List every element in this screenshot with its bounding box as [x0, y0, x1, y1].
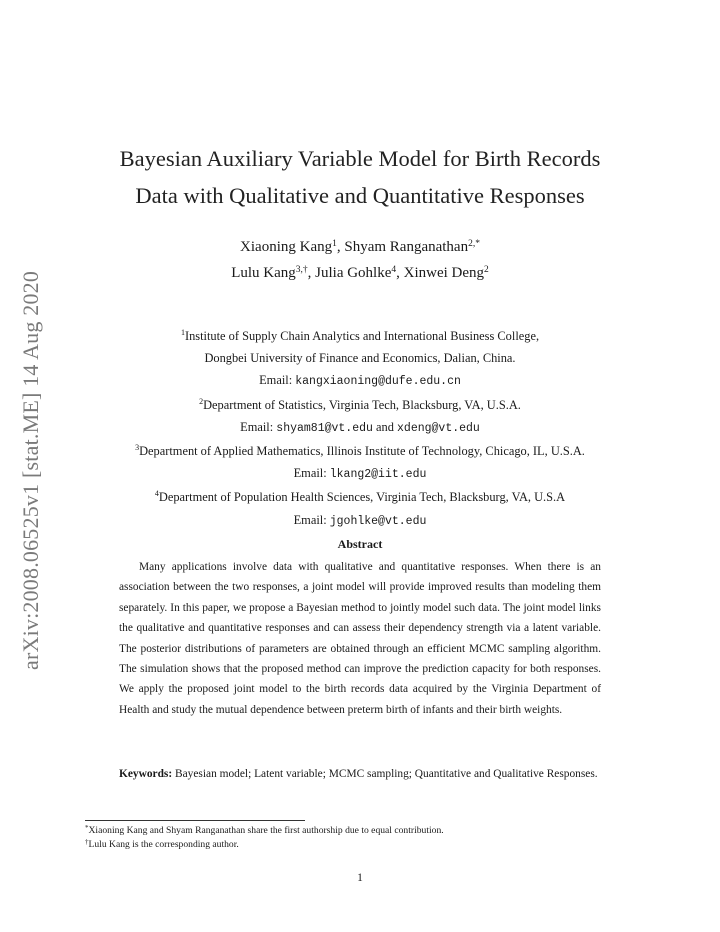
author-name: Shyam Ranganathan	[344, 239, 469, 255]
keywords-paragraph	[119, 764, 601, 784]
author-line-1	[60, 234, 660, 260]
title-line-2: Data with Qualitative and Quantitative Responses	[135, 183, 585, 208]
author-affiliation-mark: 2,*	[468, 239, 480, 249]
author-list	[60, 234, 660, 286]
affiliation-2-line-1	[40, 394, 680, 416]
author-name: Xiaoning Kang	[240, 239, 333, 255]
affiliation-text: Institute of Supply Chain Analytics and International Business College,	[184, 329, 540, 343]
email-address[interactable]: lkang2@iit.edu	[329, 468, 427, 482]
email-label: Email:	[293, 512, 330, 527]
author-separator: ,	[307, 265, 316, 281]
footnote-mark: †	[85, 837, 89, 846]
footnote-2	[85, 838, 645, 852]
author-separator: ,	[336, 239, 345, 255]
footnote-1	[85, 824, 645, 838]
affiliation-text: Department of Applied Mathematics, Illinois Institute of Technology, Chicago, IL, U.S.A.	[139, 444, 585, 459]
affiliation-1-email	[40, 369, 680, 393]
affiliation-3-email	[40, 462, 680, 486]
affiliation-mark: 3	[135, 443, 140, 453]
affiliation-1-line-1	[40, 325, 680, 347]
author-line-2	[60, 260, 660, 286]
affiliation-1-line-2: Dongbei University of Finance and Economics, Dalian, China.	[204, 351, 516, 366]
footnotes	[85, 824, 645, 851]
keywords-label: Keywords:	[119, 768, 173, 780]
author-separator: ,	[396, 265, 404, 281]
affiliation-mark: 1	[180, 328, 185, 337]
author-affiliation-mark: 2	[484, 265, 489, 275]
email-label: Email:	[293, 466, 330, 481]
author-affiliation-mark: 1	[332, 239, 337, 249]
email-conjunction: and	[372, 419, 398, 434]
affiliation-list	[40, 325, 680, 533]
email-label: Email:	[240, 419, 277, 434]
email-address[interactable]: kangxiaoning@dufe.edu.cn	[295, 375, 461, 389]
author-name: Julia Gohlke	[315, 265, 392, 281]
email-address[interactable]: xdeng@vt.edu	[397, 421, 480, 435]
affiliation-2-email	[40, 416, 680, 440]
footnote-mark: *	[85, 824, 89, 832]
email-address[interactable]: shyam81@vt.edu	[276, 421, 373, 435]
affiliation-text: Department of Statistics, Virginia Tech, Blacksburg, VA, U.S.A.	[203, 397, 521, 412]
affiliation-4-email	[40, 509, 680, 533]
author-affiliation-mark: 3,†	[295, 265, 308, 275]
affiliation-mark: 4	[154, 489, 159, 499]
footnote-text: Xiaoning Kang and Shyam Ranganathan share the first authorship due to equal contribution.	[88, 825, 444, 836]
page-number: 1	[357, 872, 363, 884]
title-line-1: Bayesian Auxiliary Variable Model for Birth Records	[119, 146, 601, 171]
author-name: Lulu Kang	[231, 265, 296, 281]
footnote-separator	[85, 820, 305, 821]
affiliation-text: Department of Population Health Sciences, Virginia Tech, Blacksburg, VA, U.S.A	[158, 490, 566, 505]
author-affiliation-mark: 4	[391, 265, 397, 275]
author-name: Xinwei Deng	[403, 265, 485, 281]
arxiv-identifier-stamp: arXiv:2008.06525v1 [stat.ME] 14 Aug 2020	[18, 270, 43, 670]
affiliation-4-line-1	[40, 486, 680, 508]
affiliation-mark: 2	[199, 396, 204, 406]
email-label: Email:	[259, 373, 296, 388]
paper-title	[60, 140, 660, 214]
keywords-text: Bayesian model; Latent variable; MCMC sampling; Quantitative and Qualitative Responses.	[175, 768, 598, 780]
abstract-heading: Abstract	[337, 537, 383, 551]
email-address[interactable]: jgohlke@vt.edu	[329, 514, 427, 528]
affiliation-3-line-1	[40, 440, 680, 462]
footnote-text: Lulu Kang is the corresponding author.	[88, 838, 239, 850]
abstract-body: Many applications involve data with qualitative and quantitative responses. When there is an association between the two responses, a joint model will provide improved results than modeling them separately. In this paper, we propose a Bayesian method to jointly model such data. The joint model links the qualitative and quantitative responses and can assess their dependency strength via a latent variable. The posterior distributions of parameters are obtained through an efficient MCMC sampling algorithm. The simulation shows that the proposed method can improve the prediction capacity for both responses. We apply the proposed joint model to the birth records data acquired by the Virginia Department of Health and study the mutual dependence between preterm birth of infants and their birth weights.	[119, 561, 601, 716]
